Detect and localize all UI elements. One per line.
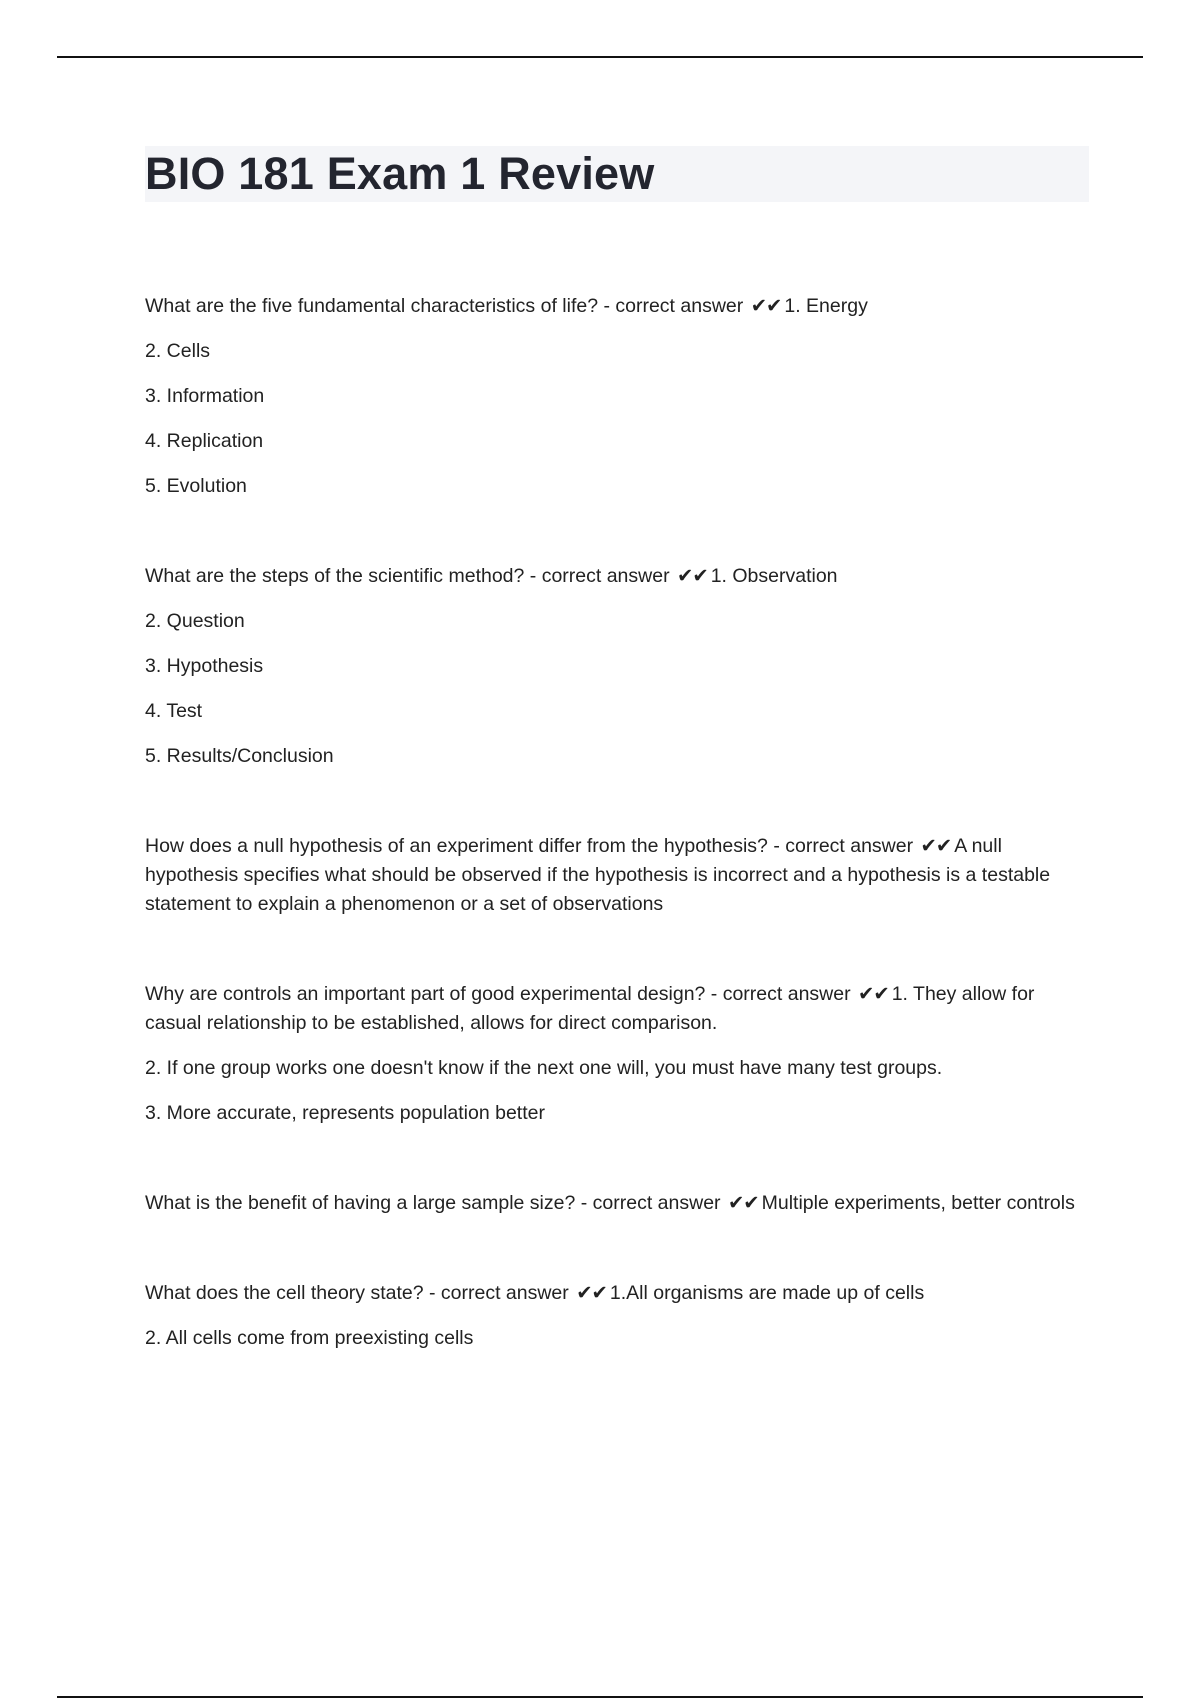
answer-line: 3. More accurate, represents population better (145, 1102, 545, 1124)
question-text: What does the cell theory state? - correct answer (145, 1282, 569, 1304)
qa-first-line (145, 1279, 1089, 1308)
qa-item (145, 1279, 1089, 1353)
question-text: How does a null hypothesis of an experiment differ from the hypothesis? - correct answer (145, 835, 914, 857)
qa-item (145, 980, 1089, 1128)
question-text: What are the steps of the scientific method? - correct answer (145, 565, 670, 587)
top-rule (57, 56, 1143, 58)
answer-line: 2. If one group works one doesn't know if the next one will, you must have many test groups. (145, 1057, 943, 1079)
question-text: Why are controls an important part of good experimental design? - correct answer (145, 983, 851, 1005)
answer-line: 2. Cells (145, 340, 211, 362)
qa-first-line (145, 832, 1089, 919)
page-title: BIO 181 Exam 1 Review (145, 148, 655, 199)
answer-text: 1. Observation (710, 565, 838, 587)
answer-text: Multiple experiments, better controls (761, 1192, 1075, 1214)
answer-text: 1.All organisms are made up of cells (609, 1282, 925, 1304)
answer-line: 5. Results/Conclusion (145, 745, 334, 767)
answer-line: 4. Replication (145, 430, 264, 452)
qa-item (145, 832, 1089, 919)
checkmark-icon: ✔✔ (727, 1192, 759, 1214)
checkmark-icon: ✔✔ (920, 835, 952, 857)
answer-line: 2. Question (145, 610, 245, 632)
answer-line: 3. Hypothesis (145, 655, 264, 677)
qa-first-line (145, 1189, 1089, 1218)
answer-line: 5. Evolution (145, 475, 247, 497)
checkmark-icon: ✔✔ (750, 295, 782, 317)
qa-item (145, 292, 1089, 501)
qa-first-line (145, 980, 1089, 1038)
answer-text: 1. They allow for casual relationship to be established, allows for direct comparison. (145, 983, 1035, 1034)
answer-text: 1. Energy (784, 295, 868, 317)
qa-first-line (145, 562, 1089, 591)
qa-item (145, 562, 1089, 771)
checkmark-icon: ✔✔ (858, 983, 889, 1005)
question-text: What are the five fundamental characteristics of life? - correct answer (145, 295, 744, 317)
checkmark-icon: ✔✔ (677, 565, 708, 587)
answer-text: A null hypothesis specifies what should be observed if the hypothesis is incorrect and a hypothesis is a testable statement to explain a phenomenon or a set of observations (145, 835, 1051, 915)
document-body (145, 292, 1089, 1414)
checkmark-icon: ✔✔ (576, 1282, 607, 1304)
qa-first-line (145, 292, 1089, 321)
qa-item (145, 1189, 1089, 1218)
answer-line: 2. All cells come from preexisting cells (145, 1327, 474, 1349)
question-text: What is the benefit of having a large sample size? - correct answer (145, 1192, 721, 1214)
answer-line: 3. Information (145, 385, 265, 407)
bottom-rule (57, 1696, 1143, 1698)
answer-line: 4. Test (145, 700, 203, 722)
